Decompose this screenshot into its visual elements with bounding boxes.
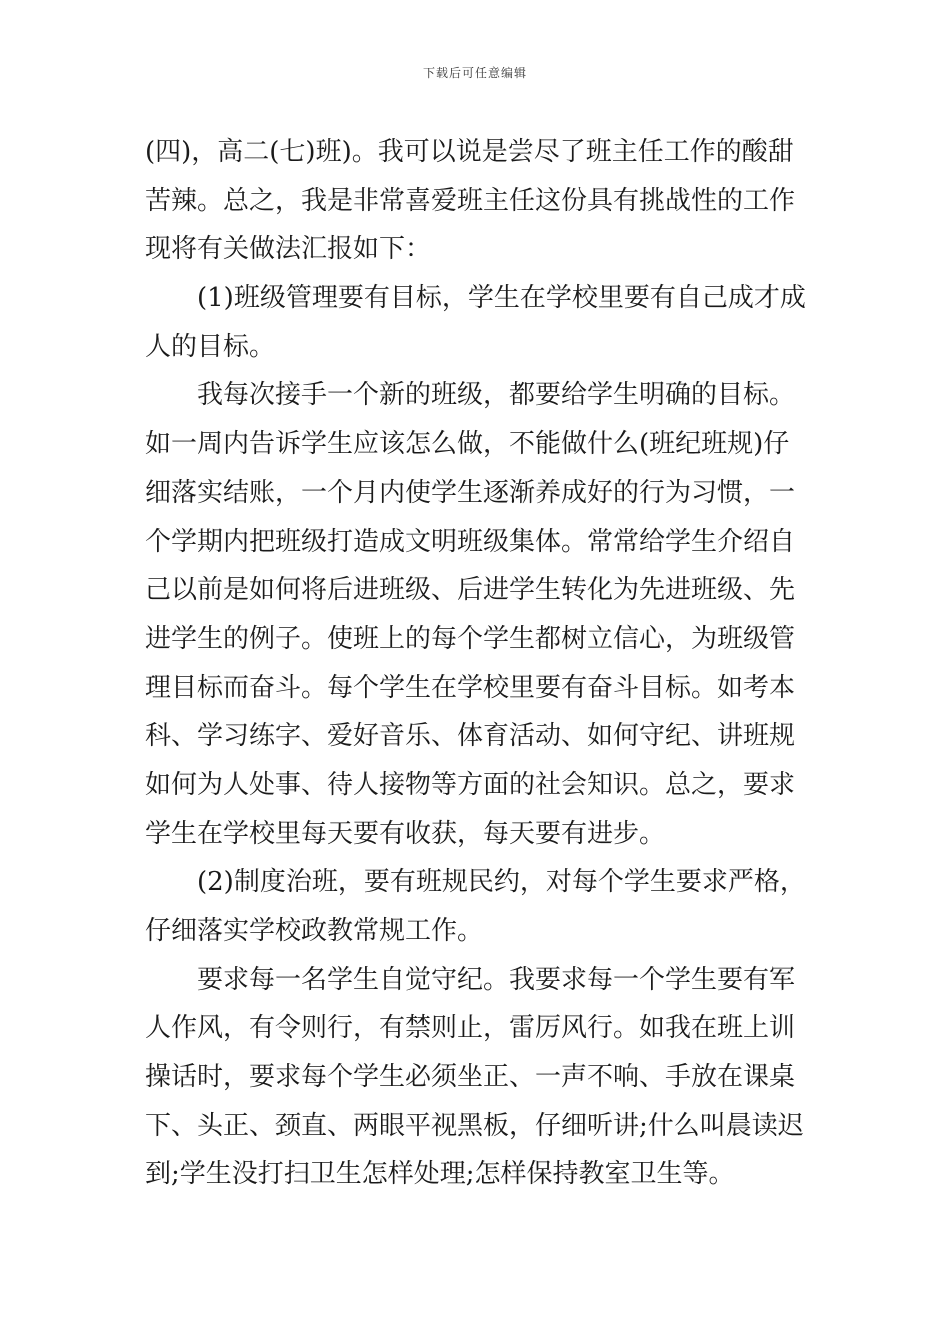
page-header: 下载后可任意编辑 [422, 66, 527, 80]
text-line: 个学期内把班级打造成文明班级集体。常常给学生介绍自 [145, 526, 796, 557]
text-line: (四)，高二(七)班)。我可以说是尝尽了班主任工作的酸甜 [145, 137, 794, 167]
text-line: 理目标而奋斗。每个学生在学校里要有奋斗目标。如考本 [145, 672, 796, 703]
document-body [145, 128, 815, 1199]
text-line: (2)制度治班，要有班规民约，对每个学生要求严格， [197, 867, 806, 898]
text-line: 我每次接手一个新的班级，都要给学生明确的目标。 [197, 380, 796, 411]
text-line: 仔细落实学校政教常规工作。 [145, 916, 484, 946]
paragraph [145, 274, 815, 371]
text-line: 人作风，有令则行，有禁则止，雷厉风行。如我在班上训 [145, 1013, 796, 1044]
text-line: 细落实结账，一个月内使学生逐渐养成好的行为习惯，一 [145, 477, 796, 508]
text-line: 要求每一名学生自觉守纪。我要求每一个学生要有军 [197, 964, 796, 995]
paragraph [145, 858, 815, 955]
text-line: 己以前是如何将后进班级、后进学生转化为先进班级、先 [145, 575, 796, 606]
text-line: 如何为人处事、待人接物等方面的社会知识。总之，要求 [145, 769, 796, 800]
paragraph [145, 371, 815, 858]
text-line: 操话时，要求每个学生必须坐正、一声不响、手放在课桌 [145, 1062, 796, 1093]
text-line: 到;学生没打扫卫生怎样处理;怎样保持教室卫生等。 [145, 1159, 735, 1190]
text-line: 学生在学校里每天要有收获，每天要有进步。 [145, 818, 666, 849]
text-line: 下、头正、颈直、两眼平视黑板，仔细听讲;什么叫晨读迟 [145, 1110, 804, 1141]
text-line: 科、学习练字、爱好音乐、体育活动、如何守纪、讲班规 [145, 721, 796, 752]
text-line: 进学生的例子。使班上的每个学生都树立信心，为班级管 [145, 623, 796, 654]
text-line: (1)班级管理要有目标，学生在学校里要有自己成才成 [197, 283, 806, 314]
paragraph [145, 956, 815, 1199]
text-line: 人的目标。 [145, 331, 276, 362]
paragraph [145, 128, 815, 274]
text-line: 现将有关做法汇报如下： [145, 234, 432, 265]
text-line: 如一周内告诉学生应该怎么做，不能做什么(班纪班规)仔 [145, 429, 790, 460]
text-line: 苦辣。总之，我是非常喜爱班主任这份具有挑战性的工作 [145, 185, 796, 216]
